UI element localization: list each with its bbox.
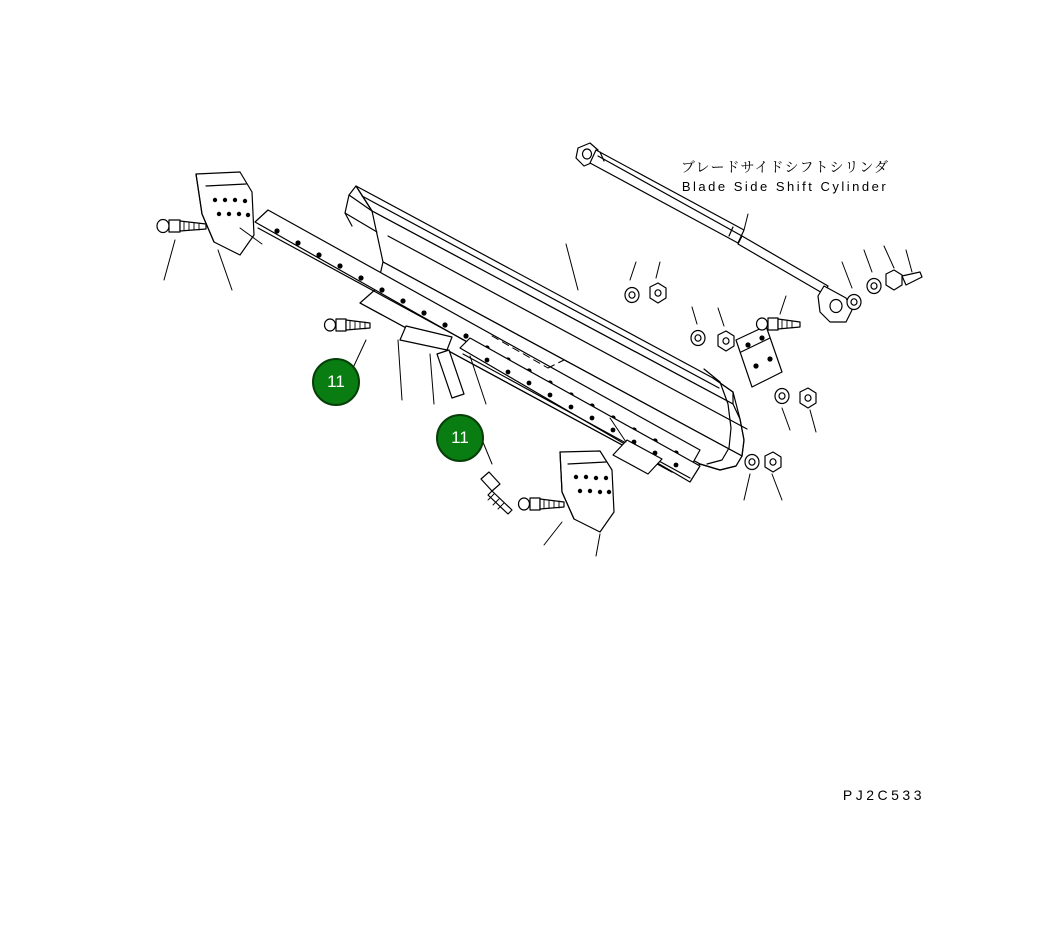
end-bit-left <box>196 172 254 255</box>
bolt-lower-center <box>519 498 565 510</box>
drawing-code: PJ2C533 <box>842 787 925 803</box>
cylinder-mount-bracket <box>736 326 782 387</box>
bolt-callout-11-lower <box>481 472 512 514</box>
fastener-group-lower-right <box>745 388 816 472</box>
cylinder-label-en: Blade Side Shift Cylinder <box>681 179 889 194</box>
washer-nut-group-center <box>625 283 666 303</box>
callout-11-upper[interactable] <box>312 358 360 406</box>
cylinder-label <box>670 157 900 194</box>
cylinder-label-jp: ブレードサイドシフトシリンダ <box>681 160 889 176</box>
bolt-bracket <box>757 318 801 330</box>
callout-number: 11 <box>327 372 345 391</box>
washer-nut-group-mid-right <box>691 331 734 352</box>
fastener-group-right <box>847 270 922 310</box>
callout-number: 11 <box>451 428 469 447</box>
callout-11-lower[interactable] <box>436 414 484 462</box>
bolt-callout-11-upper <box>325 319 371 331</box>
bolt-upper-left <box>157 220 206 233</box>
end-bit-lower <box>560 451 614 532</box>
